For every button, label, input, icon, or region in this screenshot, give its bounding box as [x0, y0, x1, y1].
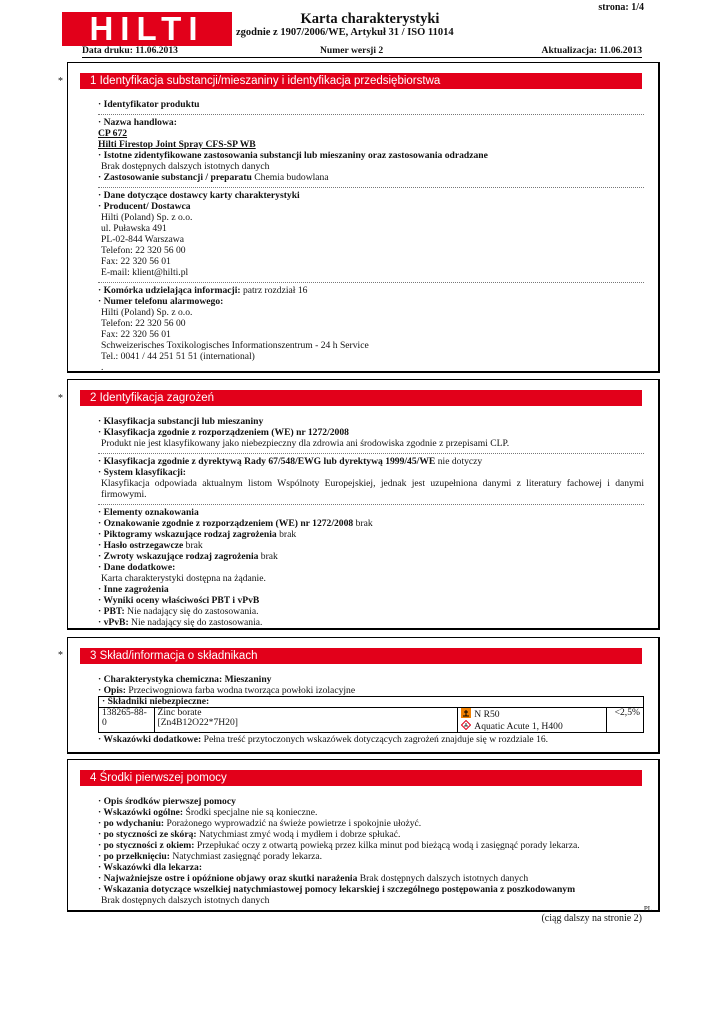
text-line [98, 282, 644, 296]
classification-h: Aquatic Acute 1, H400 [474, 721, 563, 732]
environment-hazard-icon [461, 708, 471, 718]
label: · Wskazówki dodatkowe: [98, 734, 202, 745]
text-line: Tel.: 0041 / 44 251 51 51 (international) [101, 351, 255, 362]
value: Chemia budowlana [251, 172, 329, 183]
section-4-title: 4 Środki pierwszej pomocy [80, 770, 642, 786]
text-line: · Klasyfikacja zgodnie z rozporządzeniem (WE) nr 1272/2008 [98, 427, 349, 438]
classification-line [461, 708, 602, 720]
section-3-content [98, 674, 644, 745]
text-line: Hilti (Poland) Sp. z o.o. [101, 212, 193, 223]
label: · Opis: [98, 685, 126, 696]
text-line: · Wskazówki dla lekarza: [98, 862, 203, 873]
ghs-environment-icon [461, 720, 471, 730]
text-line: Brak dostępnych dalszych istotnych danych [101, 895, 270, 906]
date-line [82, 45, 642, 58]
text-line: · Wskazania dotyczące wszelkiej natychmiastowej pomocy lekarskiej i szczególnego postępowania z poszkodowanym [98, 884, 576, 895]
text-line [98, 685, 644, 696]
text-line: Schweizerisches Toxikologisches Informationszentrum - 24 h Service [101, 340, 369, 351]
text-line [98, 851, 644, 862]
text-line [98, 606, 644, 617]
value: Natychmiast zmyć wodą i mydłem i dobrze spłukać. [196, 829, 401, 840]
change-marker: * [58, 393, 63, 404]
text-line [98, 873, 644, 884]
hilti-logo [62, 12, 232, 46]
value: nie dotyczy [435, 456, 483, 467]
section-1-title: 1 Identyfikacja substancji/mieszaniny i identyfikacja przedsiębiorstwa [80, 73, 642, 89]
text-line [98, 818, 644, 829]
text-line [98, 540, 644, 551]
value: Brak dostępnych dalszych istotnych danych [357, 873, 529, 884]
section-1-content [98, 99, 644, 373]
logo-text: HILTI [89, 10, 205, 47]
version-number: Numer wersji 2 [320, 45, 384, 56]
text-line [98, 807, 644, 818]
label: · PBT: [98, 606, 125, 617]
text-line: Karta charakterystyki dostępna na żądanie. [101, 573, 266, 584]
text-line: E-mail: klient@hilti.pl [101, 267, 189, 278]
value: Przeciwogniowa farba wodna tworząca powłoki izolacyjne [126, 685, 356, 696]
label: · Oznakowanie zgodnie z rozporządzeniem (WE) nr 1272/2008 [98, 518, 354, 529]
text-line: Telefon: 22 320 56 00 [101, 318, 186, 329]
text-line: ul. Puławska 491 [101, 223, 167, 234]
section-2-content [98, 416, 644, 628]
text-line [98, 529, 644, 540]
classification-r: N R50 [474, 709, 500, 720]
text-line [98, 734, 644, 745]
value: brak [276, 529, 297, 540]
text-line: · Opis środków pierwszej pomocy [98, 796, 236, 807]
value: Nie nadający się do zastosowania. [124, 606, 259, 617]
text-line: · Dane dotyczące dostawcy karty charakterystyki [98, 187, 644, 201]
value: Natychmiast zasięgnąć porady lekarza. [169, 851, 323, 862]
section-1 [67, 62, 660, 373]
section-2 [67, 379, 660, 630]
text-line: · Inne zagrożenia [98, 584, 169, 595]
text-line: Produkt nie jest klasyfikowany jako niebezpieczny dla zdrowia ani środowiska zgodnie z przepisami CLP. [101, 438, 510, 449]
text-line: · Elementy oznakowania [98, 504, 644, 518]
value: Pełna treść przytoczonych wskazówek dotyczących zagrożeń znajduje się w rozdziale 16. [201, 734, 549, 745]
value: Środki specjalne nie są konieczne. [183, 807, 318, 818]
update-date: Aktualizacja: 11.06.2013 [541, 45, 642, 56]
label: · po wdychaniu: [98, 818, 165, 829]
label: · Zwroty wskazujące rodzaj zagrożenia [98, 551, 259, 562]
value: Nie nadający się do zastosowania. [128, 617, 263, 628]
table-row [99, 708, 644, 733]
print-date: Data druku: 11.06.2013 [82, 45, 178, 56]
label: · po przełknięciu: [98, 851, 170, 862]
section-4-content [98, 796, 644, 906]
text-line: Fax: 22 320 56 01 [101, 329, 171, 340]
language-code: PL [643, 905, 652, 913]
label: · Komórka udzielająca informacji: [98, 285, 241, 296]
label: · vPvB: [98, 617, 129, 628]
section-3 [67, 637, 660, 754]
text-line [98, 453, 644, 467]
classification-line [461, 720, 602, 732]
cas-number: 138265-88-0 [99, 708, 155, 733]
value: brak [353, 518, 373, 529]
text-paragraph: Klasyfikacja odpowiada aktualnym listom Wspólnoty Europejskiej, jednak jest uzupełniona danymi z literatury fachowej i danymi firmowymi. [101, 478, 644, 500]
value: Przepłukać oczy z otwartą powieką przez kilka minut pod bieżącą wodą i zasięgnąć porady lekarza. [194, 840, 580, 851]
ingredient-name-cell [154, 708, 458, 733]
label: · Piktogramy wskazujące rodzaj zagrożenia [98, 529, 277, 540]
value: Porażonego wyprowadzić na świeże powietrze i spokojnie ułożyć. [164, 818, 422, 829]
value: brak [258, 551, 278, 562]
text-line: Telefon: 22 320 56 00 [101, 245, 186, 256]
text-line: PL-02-844 Warszawa [101, 234, 184, 245]
text-line: · System klasyfikacji: [98, 467, 186, 478]
section-2-title: 2 Identyfikacja zagrożeń [80, 390, 642, 406]
ingredient-formula: [Zn4B12O22*7H20] [157, 717, 238, 728]
product-name: Hilti Firestop Joint Spray CFS-SP WB [98, 139, 256, 150]
text-line [98, 829, 644, 840]
text-line: · Charakterystyka chemiczna: Mieszaniny [98, 674, 272, 685]
text-line [98, 518, 644, 529]
label: · Najważniejsze ostre i opóźnione objawy oraz skutki narażenia [98, 873, 358, 884]
section-4 [67, 759, 660, 912]
ingredients-table [98, 696, 644, 733]
text-line [98, 840, 644, 851]
text-line: · Identyfikator produktu [98, 99, 200, 110]
regulation-line: zgodnie z 1907/2006/WE, Artykuł 31 / ISO 11014 [236, 27, 454, 38]
section-3-title: 3 Skład/informacja o składnikach [80, 648, 642, 664]
table-header: · Składniki niebezpieczne: [99, 697, 644, 708]
value: patrz rozdział 16 [240, 285, 308, 296]
text-line: · Istotne zidentyfikowane zastosowania substancji lub mieszaniny oraz zastosowania odradzane [98, 150, 488, 161]
text-line: Fax: 22 320 56 01 [101, 256, 171, 267]
text-line: . [101, 362, 104, 373]
text-line: · Numer telefonu alarmowego: [98, 296, 224, 307]
text-line: · Klasyfikacja substancji lub mieszaniny [98, 416, 264, 427]
page-number: strona: 1/4 [598, 2, 644, 13]
label: · po styczności ze skórą: [98, 829, 197, 840]
change-marker: * [58, 650, 63, 661]
text-line: · Producent/ Dostawca [98, 201, 191, 212]
text-line: Brak dostępnych dalszych istotnych danych [101, 161, 270, 172]
label: · Wskazówki ogólne: [98, 807, 184, 818]
text-line: Hilti (Poland) Sp. z o.o. [101, 307, 193, 318]
product-code: CP 672 [98, 128, 128, 139]
classification-cell [458, 708, 606, 733]
label: · Hasło ostrzegawcze [98, 540, 184, 551]
label: · Klasyfikacja zgodnie z dyrektywą Rady 67/548/EWG lub dyrektywą 1999/45/WE [98, 456, 436, 467]
value: brak [183, 540, 203, 551]
continued-note: (ciąg dalszy na stronie 2) [541, 913, 642, 924]
ingredient-name: Zinc borate [157, 707, 202, 718]
text-line [98, 617, 644, 628]
text-line: · Dane dodatkowe: [98, 562, 176, 573]
concentration: <2,5% [606, 708, 643, 733]
change-marker: * [58, 76, 63, 87]
document-title: Karta charakterystyki [300, 11, 440, 27]
text-line [98, 551, 644, 562]
label: · po styczności z okiem: [98, 840, 195, 851]
text-line: · Wyniki oceny właściwości PBT i vPvB [98, 595, 260, 606]
text-line [98, 172, 644, 183]
text-line: · Nazwa handlowa: [98, 114, 644, 128]
label: · Zastosowanie substancji / preparatu [98, 172, 252, 183]
